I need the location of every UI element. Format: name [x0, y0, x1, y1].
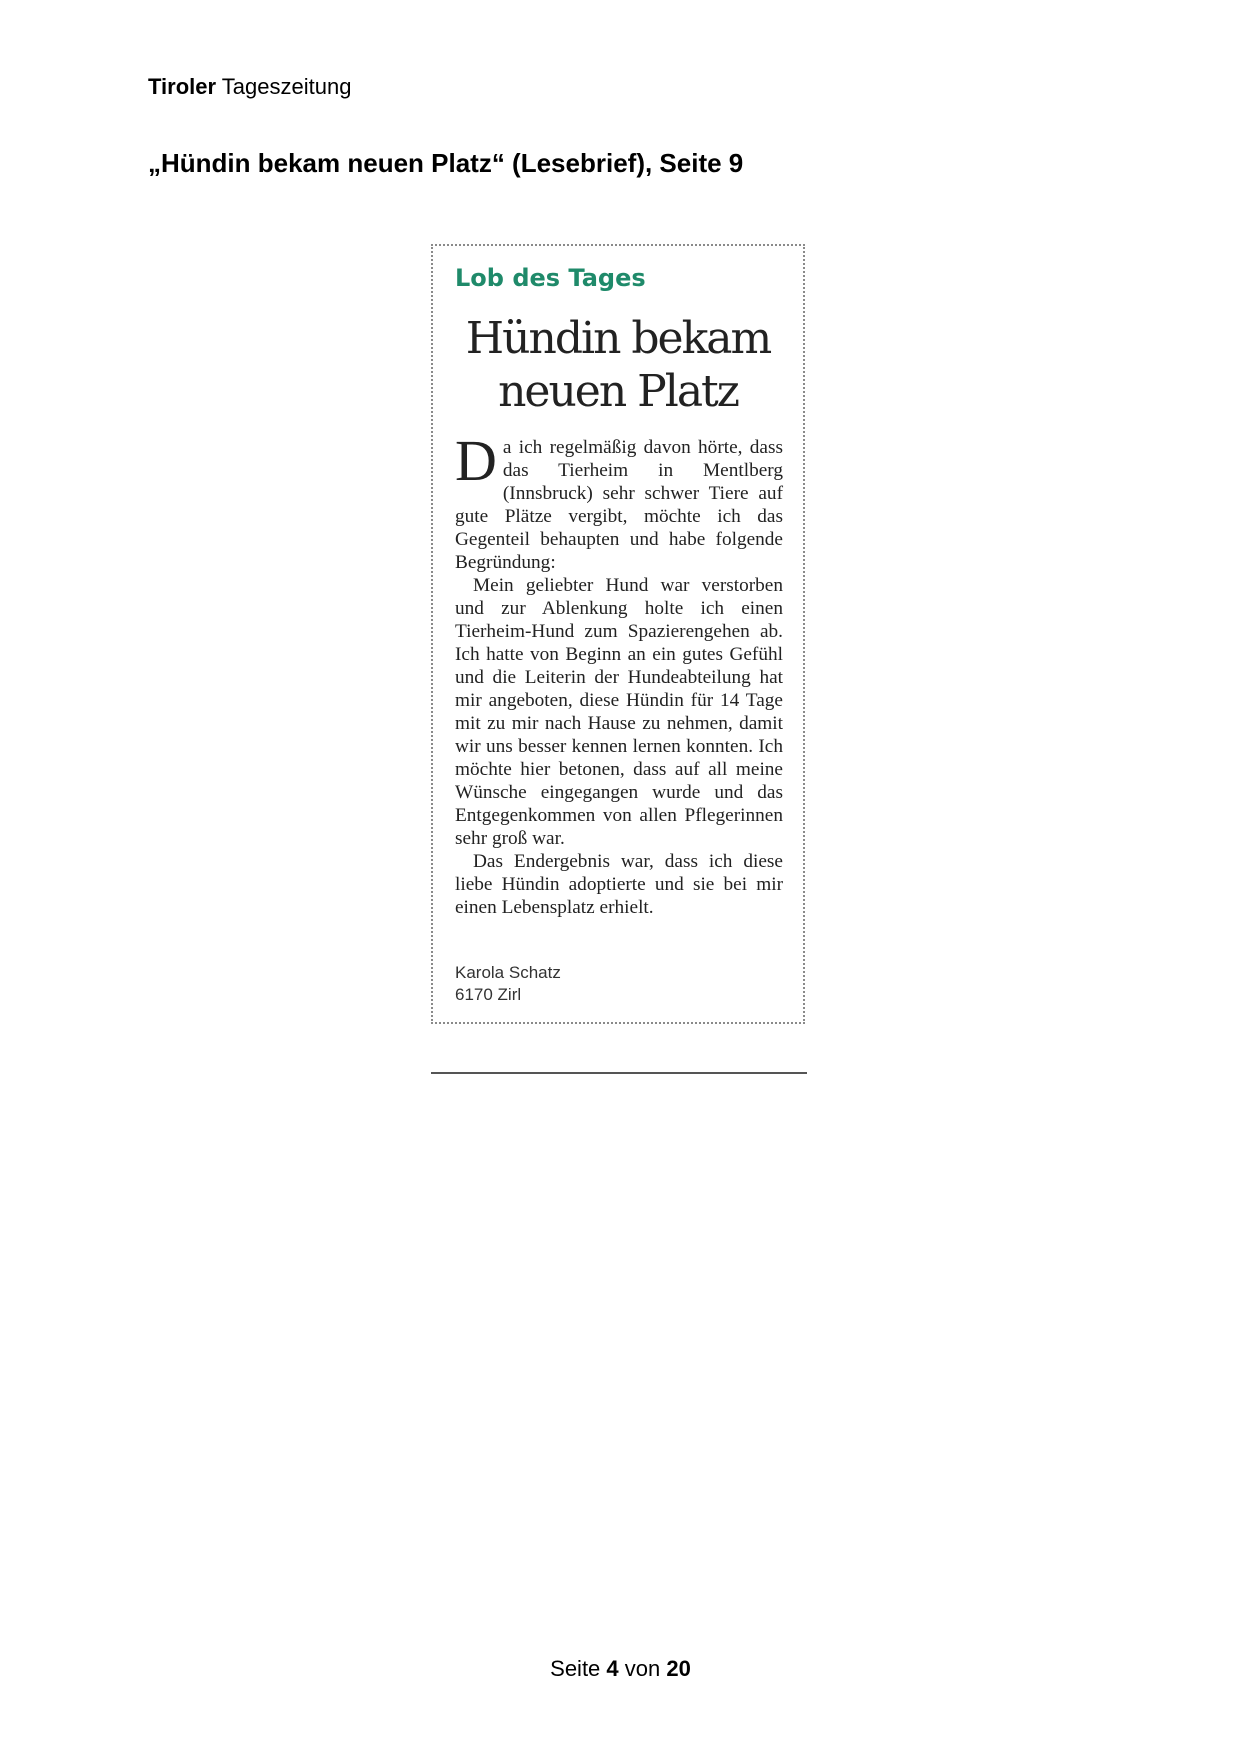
author-name: Karola Schatz [455, 963, 561, 982]
publication-name-bold: Tiroler [148, 74, 217, 99]
headline-line-1: Hündin bekam [465, 313, 771, 364]
author-location: 6170 Zirl [455, 985, 522, 1004]
publication-name-rest: Tageszeitung [216, 74, 352, 99]
footer-total-pages: 20 [666, 1656, 691, 1681]
footer-current-page: 4 [606, 1656, 619, 1681]
letter-body [455, 428, 783, 919]
footer-middle: von [618, 1656, 667, 1681]
paragraph-1-text: a ich regelmäßig davon hörte, dass das Tierheim in Mentlberg (Innsbruck) sehr schwer Tiere auf gute Plätze vergibt, möchte ich das Gegenteil behaupten und habe folgende Begründung: [455, 437, 783, 573]
clipping-kicker: Lob des Tages [455, 264, 646, 292]
page-footer [0, 1656, 1241, 1682]
document-title: „Hündin bekam neuen Platz“ (Lesebrief), Seite 9 [148, 148, 744, 178]
publication-name [148, 74, 351, 100]
letter-paragraph-3: Das Endergebnis war, dass ich diese liebe Hündin adoptierte und sie bei mir einen Lebensplatz erhielt. [455, 851, 783, 918]
letter-signature [455, 962, 561, 1006]
newspaper-clipping [431, 244, 805, 1024]
letter-paragraph-1 [455, 428, 783, 574]
clipping-headline [433, 312, 803, 418]
footer-prefix: Seite [550, 1656, 607, 1681]
headline-line-2: neuen Platz [498, 366, 738, 417]
letter-paragraph-2: Mein geliebter Hund war verstorben und zur Ablenkung holte ich einen Tierheim-Hund zum Spazierengehen ab. Ich hatte von Beginn an ein gutes Gefühl und die Leiterin der Hundeabteilung hat mir angeboten, diese Hündin für 14 Tage mit zu mir nach Hause zu nehmen, damit wir uns besser kennen lernen konnten. Ich möchte hier betonen, dass auf all meine Wünsche eingegangen wurde und das Entgegenkommen von allen Pflegerinnen sehr groß war. [455, 575, 783, 849]
separator-line [431, 1072, 807, 1074]
drop-cap: D [455, 428, 497, 493]
